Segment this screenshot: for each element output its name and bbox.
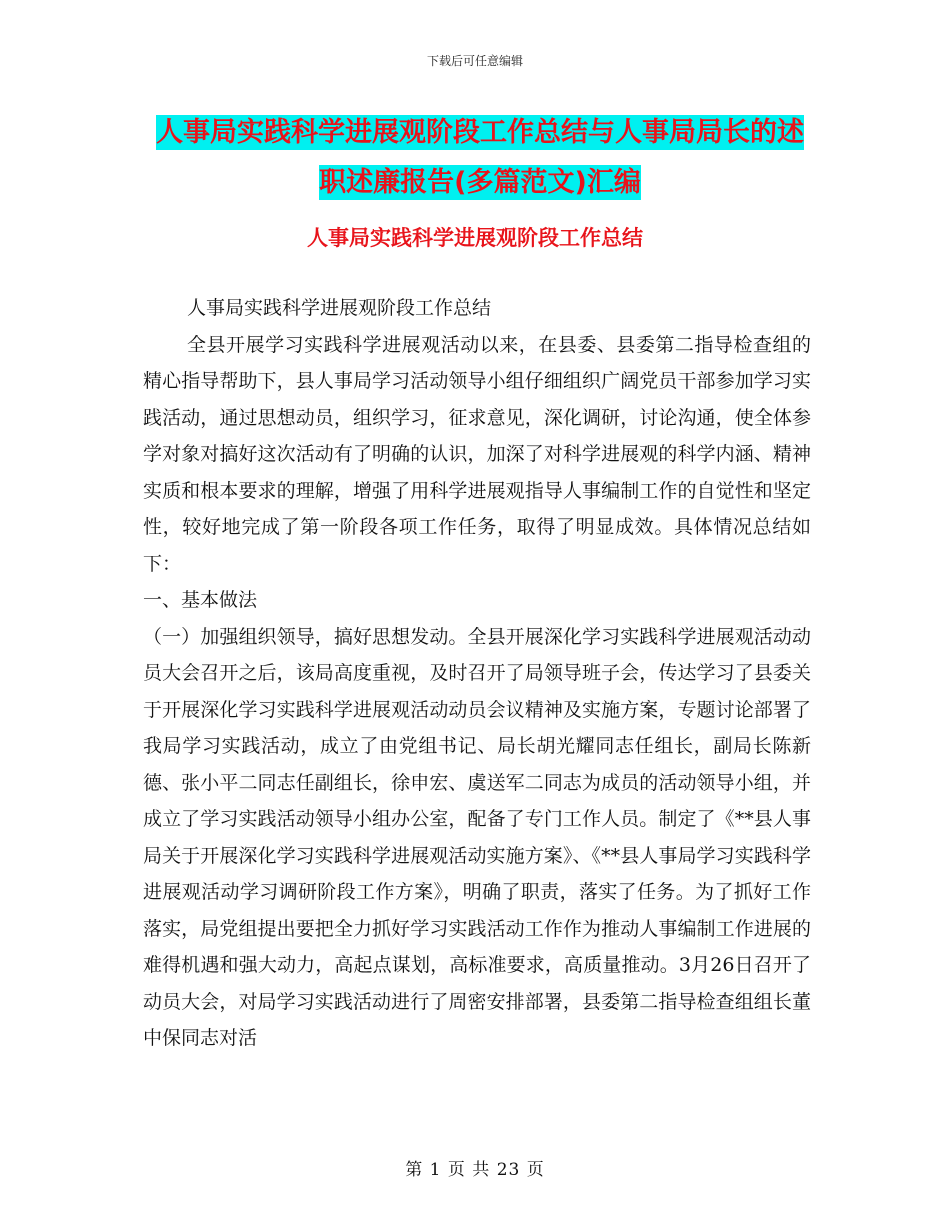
body-paragraph: （一）加强组织领导，搞好思想发动。全县开展深化学习实践科学进展观活动动员大会召开之后，该局高度重视，及时召开了局领导班子会，传达学习了县委关于开展深化学习实践科学进展观活动动员会议精神及实施方案，专题讨论部署了我局学习实践活动，成立了由党组书记、局长胡光耀同志任组长，副局长陈新德、张小平二同志任副组长，徐申宏、虞送军二同志为成员的活动领导小组，并成立了学习实践活动领导小组办公室，配备了专门工作人员。制定了《**县人事局关于开展深化学习实践科学进展观活动实施方案》、《**县人事局学习实践科学进展观活动学习调研阶段工作方案》，明确了职责，落实了任务。为了抓好工作落实，局党组提出要把全力抓好学习实践活动工作作为推动人事编制工作进展的难得机遇和强大动力，高起点谋划，高标准要求，高质量推动。3月26日召开了动员大会，对局学习实践活动进行了周密安排部署，县委第二指导检查组组长董中保同志对活 (143, 625, 811, 1049)
body-paragraph: 人事局实践科学进展观阶段工作总结 (187, 297, 492, 319)
document-title (150, 108, 810, 208)
section-title: 人事局实践科学进展观阶段工作总结 (307, 226, 643, 250)
page-number: 第 1 页 共 23 页 (405, 1160, 545, 1180)
header-note: 下载后可任意编辑 (426, 54, 523, 68)
body-paragraph: 全县开展学习实践科学进展观活动以来，在县委、县委第二指导检查组的精心指导帮助下，县人事局学习活动领导小组仔细组织广阔党员干部参加学习实践活动，通过思想动员，组织学习，征求意见，深化调研，讨论沟通，使全体参学对象对搞好这次活动有了明确的认识，加深了对科学进展观的科学内涵、精神实质和根本要求的理解，增强了用科学进展观指导人事编制工作的自觉性和坚定性，较好地完成了第一阶段各项工作任务，取得了明显成效。具体情况总结如下： (143, 333, 811, 575)
document-body (143, 290, 811, 1057)
document-title-text: 人事局实践科学进展观阶段工作总结与人事局局长的述职述廉报告(多篇范文)汇编 (156, 117, 804, 198)
body-heading: 一、基本做法 (143, 589, 258, 611)
